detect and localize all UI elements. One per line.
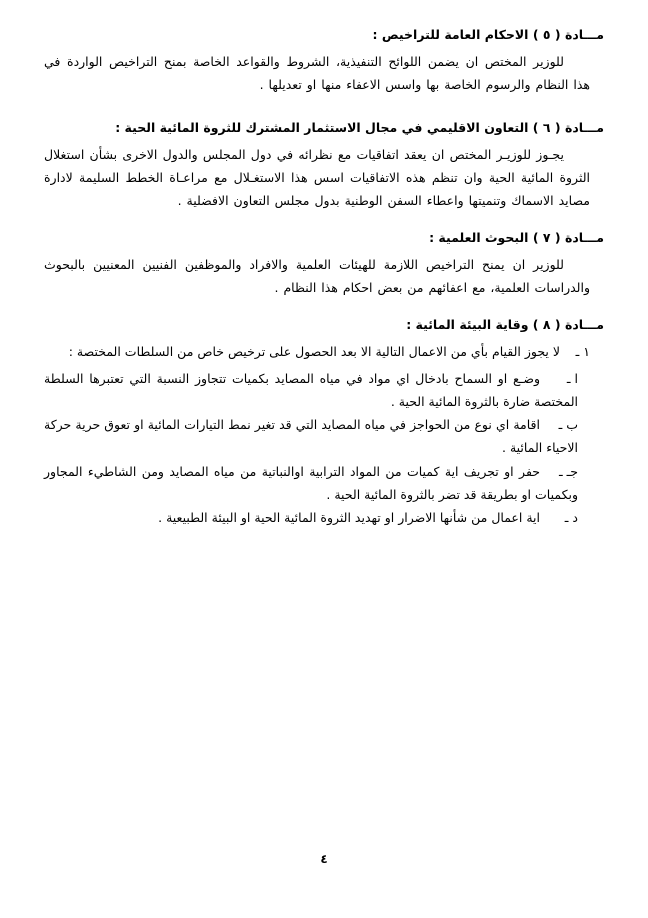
- list-item-text: اية اعمال من شأنها الاضرار او تهديد الثروة المائية الحية او البيئة الطبيعية .: [158, 509, 540, 525]
- article-section-5: [44, 26, 604, 96]
- spacer: [44, 306, 604, 316]
- article-5-paragraph: للوزير المختص ان يضمن اللوائح التنفيذية، الشروط والقواعد الخاصة بمنح التراخيص الواردة في هذا النظام والرسوم الخاصة بها واسس الاعفاء منها او تعديلها .: [44, 53, 590, 92]
- list-item: [44, 413, 604, 459]
- article-7-paragraph: للوزير ان يمنح التراخيص اللازمة للهيئات العلمية والافراد والموظفين الفنيين المعنيين بالبحوث والدراسات العلمية، مع اعفائهم من بعض احكام هذا النظام .: [44, 256, 590, 295]
- page-number: ٤: [320, 852, 328, 866]
- list-item: [44, 506, 604, 529]
- list-item-marker: جـ ـ: [558, 463, 578, 479]
- list-item-marker: ا ـ: [566, 371, 578, 386]
- list-item-marker: ١ ـ: [575, 343, 590, 359]
- article-7-heading: مـــادة ( ٧ ) البحوث العلمية :: [429, 230, 604, 246]
- article-6-paragraph: يجـوز للوزيـر المختص ان يعقد اتفاقيات مع نظرائه في دول المجلس والدول الاخرى بشأن استغلال الثروة المائية الحية وان تنظم هذه الاتفاقيات اسس هذا الاستغـلال مع مراعـاة الخطط السليمة لادارة مصايد الاسماك وتنميتها واعطاء السفن الوطنية بدول مجلس التعاون الافضلية .: [44, 146, 590, 208]
- list-item-text: حفر او تجريف اية كميات من المواد الترابية اوالنباتية من مياه المصايد ومن الشاطيء المجاور وبكميات او بطريقة قد تضر بالثروة المائية الحية .: [44, 463, 578, 502]
- article-section-6: [44, 119, 604, 212]
- spacer: [44, 219, 604, 229]
- list-item-marker: ب ـ: [558, 417, 578, 433]
- list-item: [44, 367, 604, 413]
- list-item-text: وضـع او السماح بادخال اي مواد في مياه المصايد بكميات تتجاوز النسبة التي تعتبرها السلطة المختصة ضارة بالثروة المائية الحية .: [44, 371, 578, 410]
- article-5-heading: مـــادة ( ٥ ) الاحكام العامة للتراخيص :: [372, 27, 604, 42]
- spacer: [44, 103, 604, 119]
- list-item-text: لا يجوز القيام بأي من الاعمال التالية الا بعد الحصول على ترخيص خاص من السلطات المختصة :: [68, 343, 560, 359]
- list-item-text: اقامة اي نوع من الحواجز في مياه المصايد التي قد تغير نمط التيارات المائية او تعوق حرية حركة الاحياء المائية .: [44, 417, 578, 456]
- article-section-7: [44, 229, 604, 299]
- article-section-8: [44, 316, 604, 529]
- article-6-heading: مـــادة ( ٦ ) التعاون الاقليمي في مجال الاستثمار المشترك للثروة المائية الحية :: [115, 120, 604, 135]
- list-item-marker: د ـ: [564, 509, 578, 525]
- list-item: [44, 340, 590, 363]
- article-8-heading: مـــادة ( ٨ ) وقاية البيئة المائية :: [406, 317, 604, 333]
- list-item: [44, 460, 604, 506]
